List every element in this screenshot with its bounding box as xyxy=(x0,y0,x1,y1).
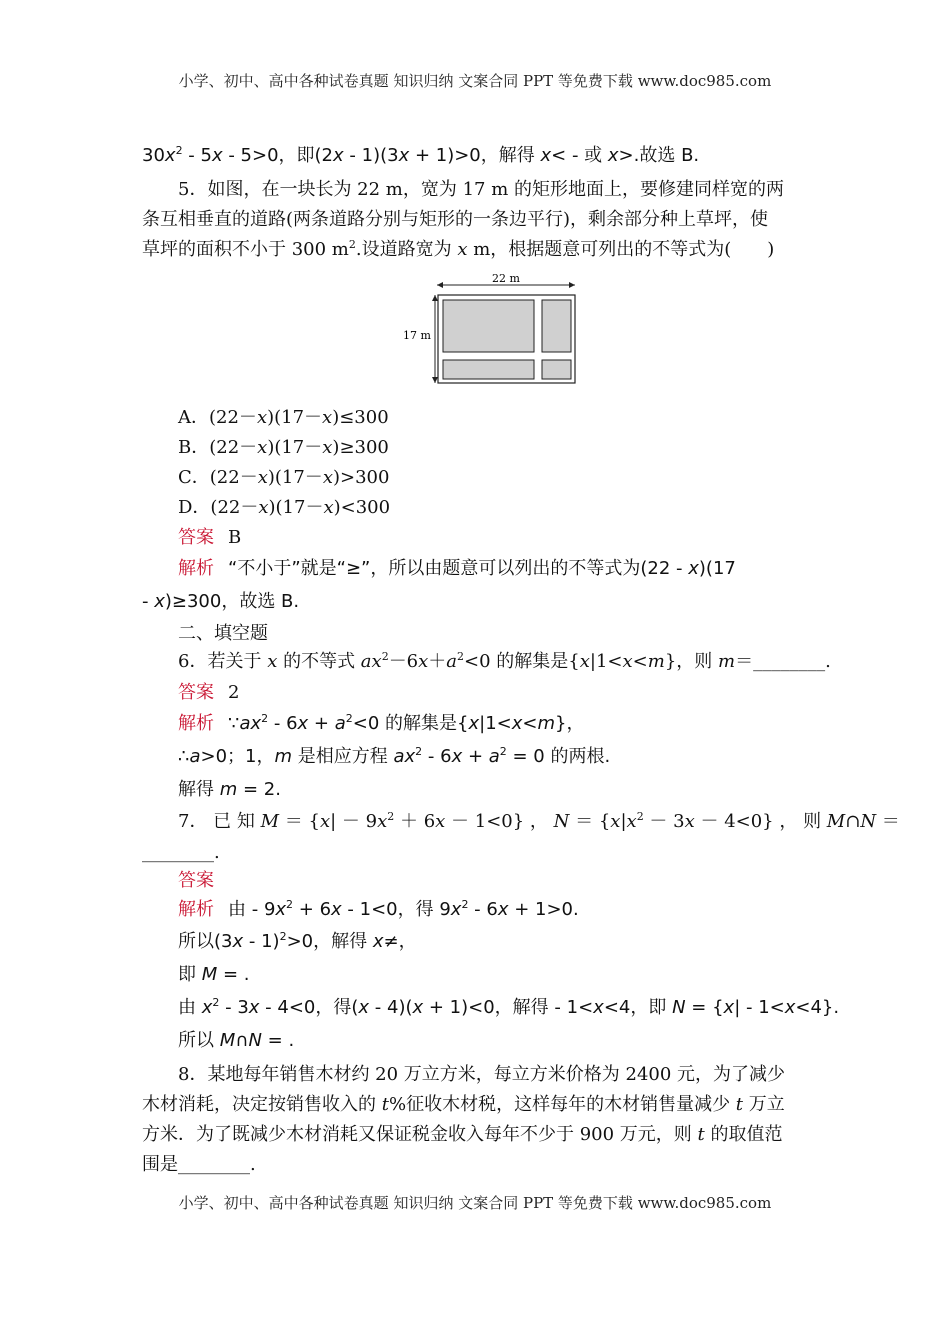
option-d: D．(22－x)(17－x)<300 xyxy=(178,497,391,518)
q7-analysis-line4: 由 $x^2 - 3x - 4<0$，得(x - 4)(x + 1)<0，解得 - 1<x<4，即 N = {x| - 1<x<4}. xyxy=(178,996,840,1018)
grass-plot xyxy=(443,360,534,379)
q6-analysis-line2: ∴a>0；1，m 是相应方程 $ax^2 - 6x + a^2 = 0$ 的两根. xyxy=(178,745,611,767)
q7-analysis-line1: 解析 由 - $9x^2 + 6x - 1<0$，得 $9x^2 - 6x + 1>0$. xyxy=(178,898,579,920)
q8-line2: 木材消耗，决定按销售收入的 t%征收木材税，这样每年的木材销售量减少 t 万立 xyxy=(142,1094,785,1115)
q6-question: 6．若关于 x 的不等式 $ax^2-6x+a^2<0$ 的解集是{x|1<x<m}，则 m＝________. xyxy=(178,650,831,672)
q6-answer: 答案 2 xyxy=(178,682,240,703)
grass-plot xyxy=(542,360,571,379)
q5-answer: 答案 B xyxy=(178,527,242,548)
grass-plot xyxy=(542,300,571,352)
q8-line3: 方米．为了既减少木材消耗又保证税金收入每年不少于 900 万元，则 t 的取值范 xyxy=(142,1124,783,1145)
q7-analysis-line3: 即 M = . xyxy=(178,964,250,985)
q5-line2: 条互相垂直的道路(两条道路分别与矩形的一条边平行)，剩余部分种上草坪，使 xyxy=(142,209,769,230)
section-heading: 二、填空题 xyxy=(178,623,268,644)
q7-blank: ________. xyxy=(142,842,220,863)
q5-line3: 草坪的面积不小于 300 $m^2$.设道路宽为 x m，根据题意可列出的不等式为( ) xyxy=(142,238,775,260)
q4-tail-line: $30x^2 - 5x - 5>0$，即(2x - 1)(3x + 1)>0，解得 x< - 或 x>.故选 B. xyxy=(142,144,700,166)
option-a: A．(22－x)(17－x)≤300 xyxy=(178,407,389,428)
q7-answer: 答案 xyxy=(178,870,214,891)
option-c: C．(22－x)(17－x)>300 xyxy=(178,467,390,488)
q6-analysis-line1: 解析 $\because ax^2 - 6x + a^2<0$ 的解集是{x|1<x<m}， xyxy=(178,712,585,734)
q7-question: 7． 已 知 $M = \{x| - 9x^2 + 6x - 1<0\}$ ， $N = \{x|x^2 - 3x - 4<0\}$ ， 则 M∩N ＝ xyxy=(178,810,900,832)
option-b: B．(22－x)(17－x)≥300 xyxy=(178,437,389,458)
q6-analysis-line3: 解得 m = 2. xyxy=(178,779,281,800)
page-header: 小学、初中、高中各种试卷真题 知识归纳 文案合同 PPT 等免费下载 www.doc985.com xyxy=(178,72,772,90)
grass-plot xyxy=(443,300,534,352)
page-footer: 小学、初中、高中各种试卷真题 知识归纳 文案合同 PPT 等免费下载 www.doc985.com xyxy=(178,1194,772,1212)
road-diagram-figure xyxy=(397,270,587,400)
q8-line1: 8．某地每年销售木材约 20 万立方米，每立方米价格为 2400 元，为了减少 xyxy=(178,1064,786,1085)
q5-line1: 5．如图，在一块长为 22 m，宽为 17 m 的矩形地面上，要修建同样宽的两 xyxy=(178,179,785,200)
q8-line4: 围是________. xyxy=(142,1154,256,1175)
q7-analysis-line2: 所以(3x - 1)$^2$>0，解得 x≠， xyxy=(178,930,417,952)
q7-analysis-line5: 所以 M∩N = . xyxy=(178,1030,295,1051)
width-label: 22 m xyxy=(492,272,520,285)
q5-analysis-line2: - x)≥300，故选 B. xyxy=(142,591,300,612)
height-label: 17 m xyxy=(403,329,431,342)
q5-analysis-line1: 解析 “不小于”就是“≥”，所以由题意可以列出的不等式为(22 - x)(17 xyxy=(178,558,736,579)
